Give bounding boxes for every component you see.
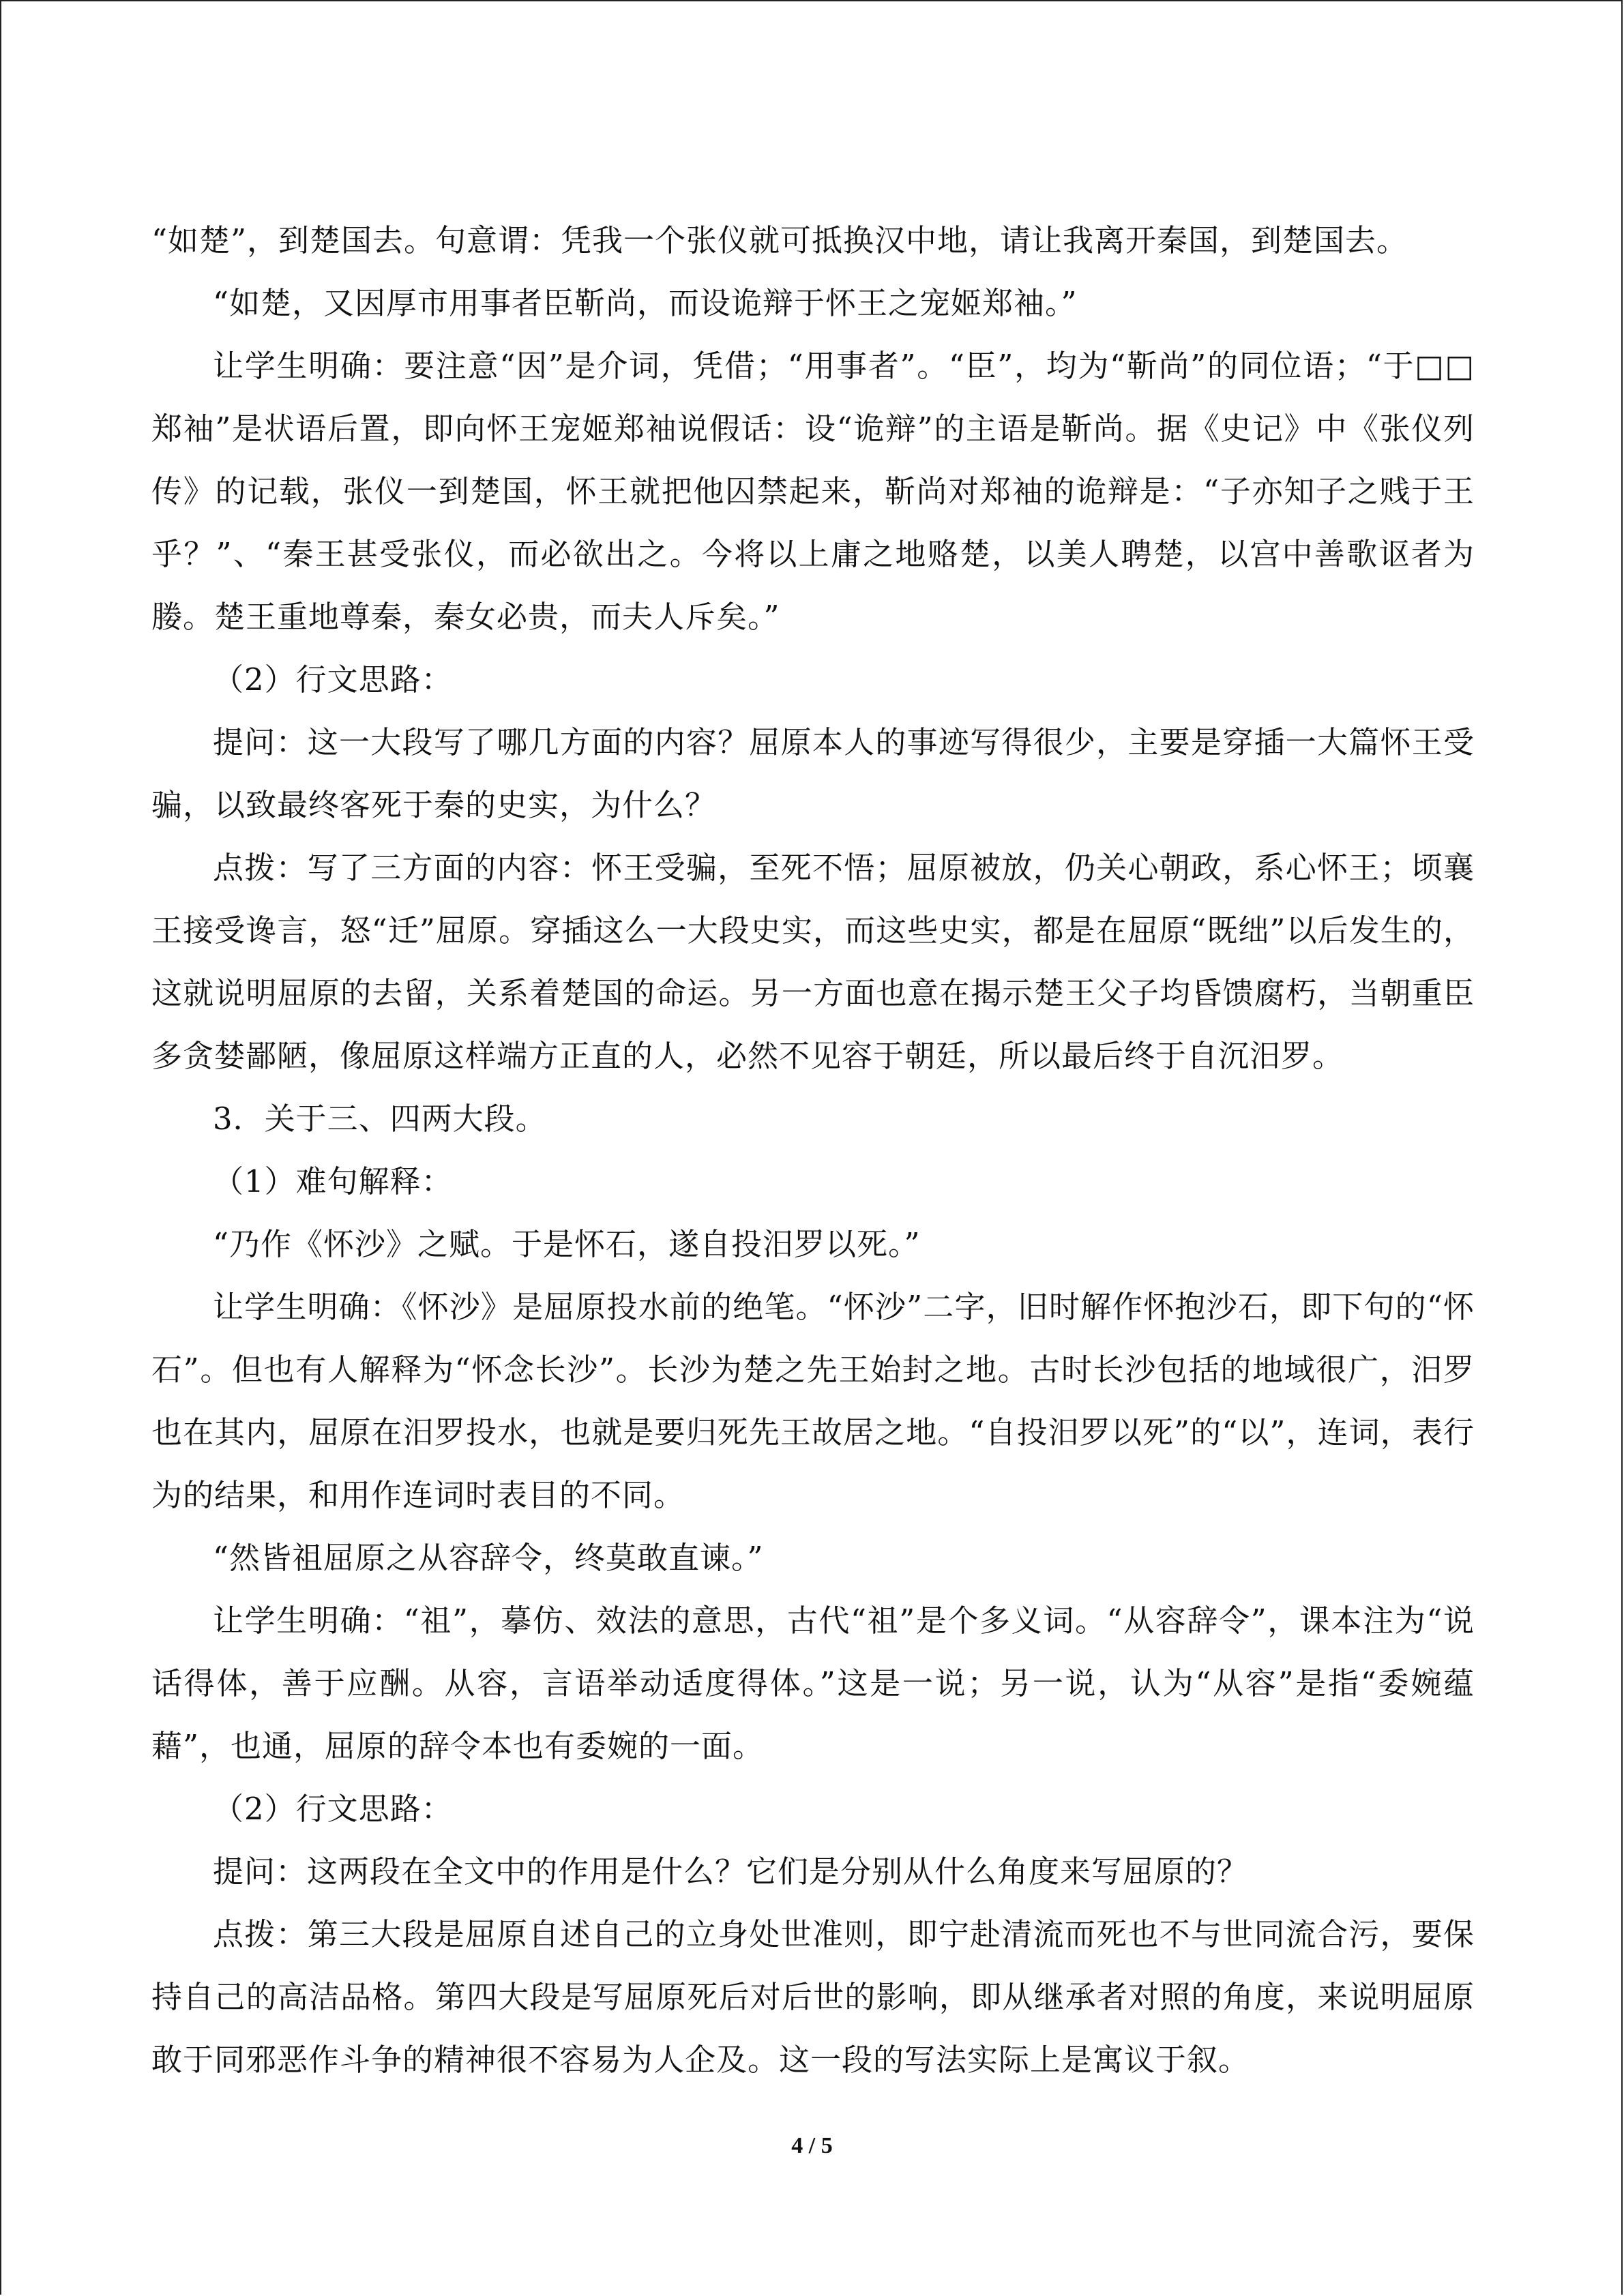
paragraph-3: 让学生明确：要注意“因”是介词，凭借；“用事者”。“臣”，均为“靳尚”的同位语；“于□□郑袖”是状语后置，即向怀王宠姬郑袖说假话：设“诡辩”的主语是靳尚。据《史记》中《张仪列传》的记载，张仪一到楚国，怀王就把他囚禁起来，靳尚对郑袖的诡辩是：“子亦知子之贱于王乎？”、“秦王甚受张仪，而必欲出之。今将以上庸之地赂楚，以美人聘楚，以宫中善歌讴者为媵。楚王重地尊秦，秦女必贵，而夫人斥矣。”	[151, 348, 1475, 635]
paragraph-10: 让学生明确：《怀沙》是屈原投水前的绝笔。“怀沙”二字，旧时解作怀抱沙石，即下句的“怀石”。但也有人解释为“怀念长沙”。长沙为楚之先王始封之地。古时长沙包括的地域很广，汨罗也在其内，屈原在汨罗投水，也就是要归死先王故居之地。“自投汨罗以死”的“以”，连词，表行为的结果，和用作连词时表目的不同。	[151, 1289, 1475, 1513]
document-body	[151, 209, 1475, 2091]
paragraph-15: 点拨：第三大段是屈原自述自己的立身处世准则，即宁赴清流而死也不与世同流合污，要保持自己的高洁品格。第四大段是写屈原死后对后世的影响，即从继承者对照的角度，来说明屈原敢于同邪恶作斗争的精神很不容易为人企及。这一段的写法实际上是寓议于叙。	[151, 1916, 1475, 2078]
paragraph-9: “乃作《怀沙》之赋。于是怀石，遂自投汨罗以死。”	[213, 1226, 921, 1262]
paragraph-2: “如楚，又因厚市用事者臣靳尚，而设诡辩于怀王之宠姬郑袖。”	[213, 285, 1078, 321]
paragraph-1: “如楚”，到楚国去。句意谓：凭我一个张仪就可抵换汉中地，请让我离开秦国，到楚国去。	[151, 222, 1408, 258]
paragraph-8: （1）难句解释：	[213, 1163, 453, 1199]
page-number: 4 / 5	[791, 2133, 833, 2158]
paragraph-13: （2）行文思路：	[213, 1791, 453, 1827]
paragraph-7: 3．关于三、四两大段。	[213, 1101, 547, 1137]
paragraph-6: 点拨：写了三方面的内容：怀王受骗，至死不悟；屈原被放，仍关心朝政，系心怀王；顷襄王接受谗言，怒“迁”屈原。穿插这么一大段史实，而这些史实，都是在屈原“既绌”以后发生的，这就说明屈原的去留，关系着楚国的命运。另一方面也意在揭示楚王父子均昏馈腐朽，当朝重臣多贪婪鄙陋，像屈原这样端方正直的人，必然不见容于朝廷，所以最后终于自沉汨罗。	[151, 850, 1475, 1074]
paragraph-5: 提问：这一大段写了哪几方面的内容？屈原本人的事迹写得很少，主要是穿插一大篇怀王受骗，以致最终客死于秦的史实，为什么？	[151, 724, 1475, 823]
paragraph-14: 提问：这两段在全文中的作用是什么？它们是分别从什么角度来写屈原的？	[213, 1853, 1249, 1890]
paragraph-12: 让学生明确：“祖”，摹仿、效法的意思，古代“祖”是个多义词。“从容辞令”，课本注为“说话得体，善于应酬。从容，言语举动适度得体。”这是一说；另一说，认为“从容”是指“委婉蕴藉”，也通，屈原的辞令本也有委婉的一面。	[151, 1602, 1475, 1764]
paragraph-11: “然皆祖屈原之从容辞令，终莫敢直谏。”	[213, 1540, 764, 1576]
paragraph-4: （2）行文思路：	[213, 661, 453, 698]
